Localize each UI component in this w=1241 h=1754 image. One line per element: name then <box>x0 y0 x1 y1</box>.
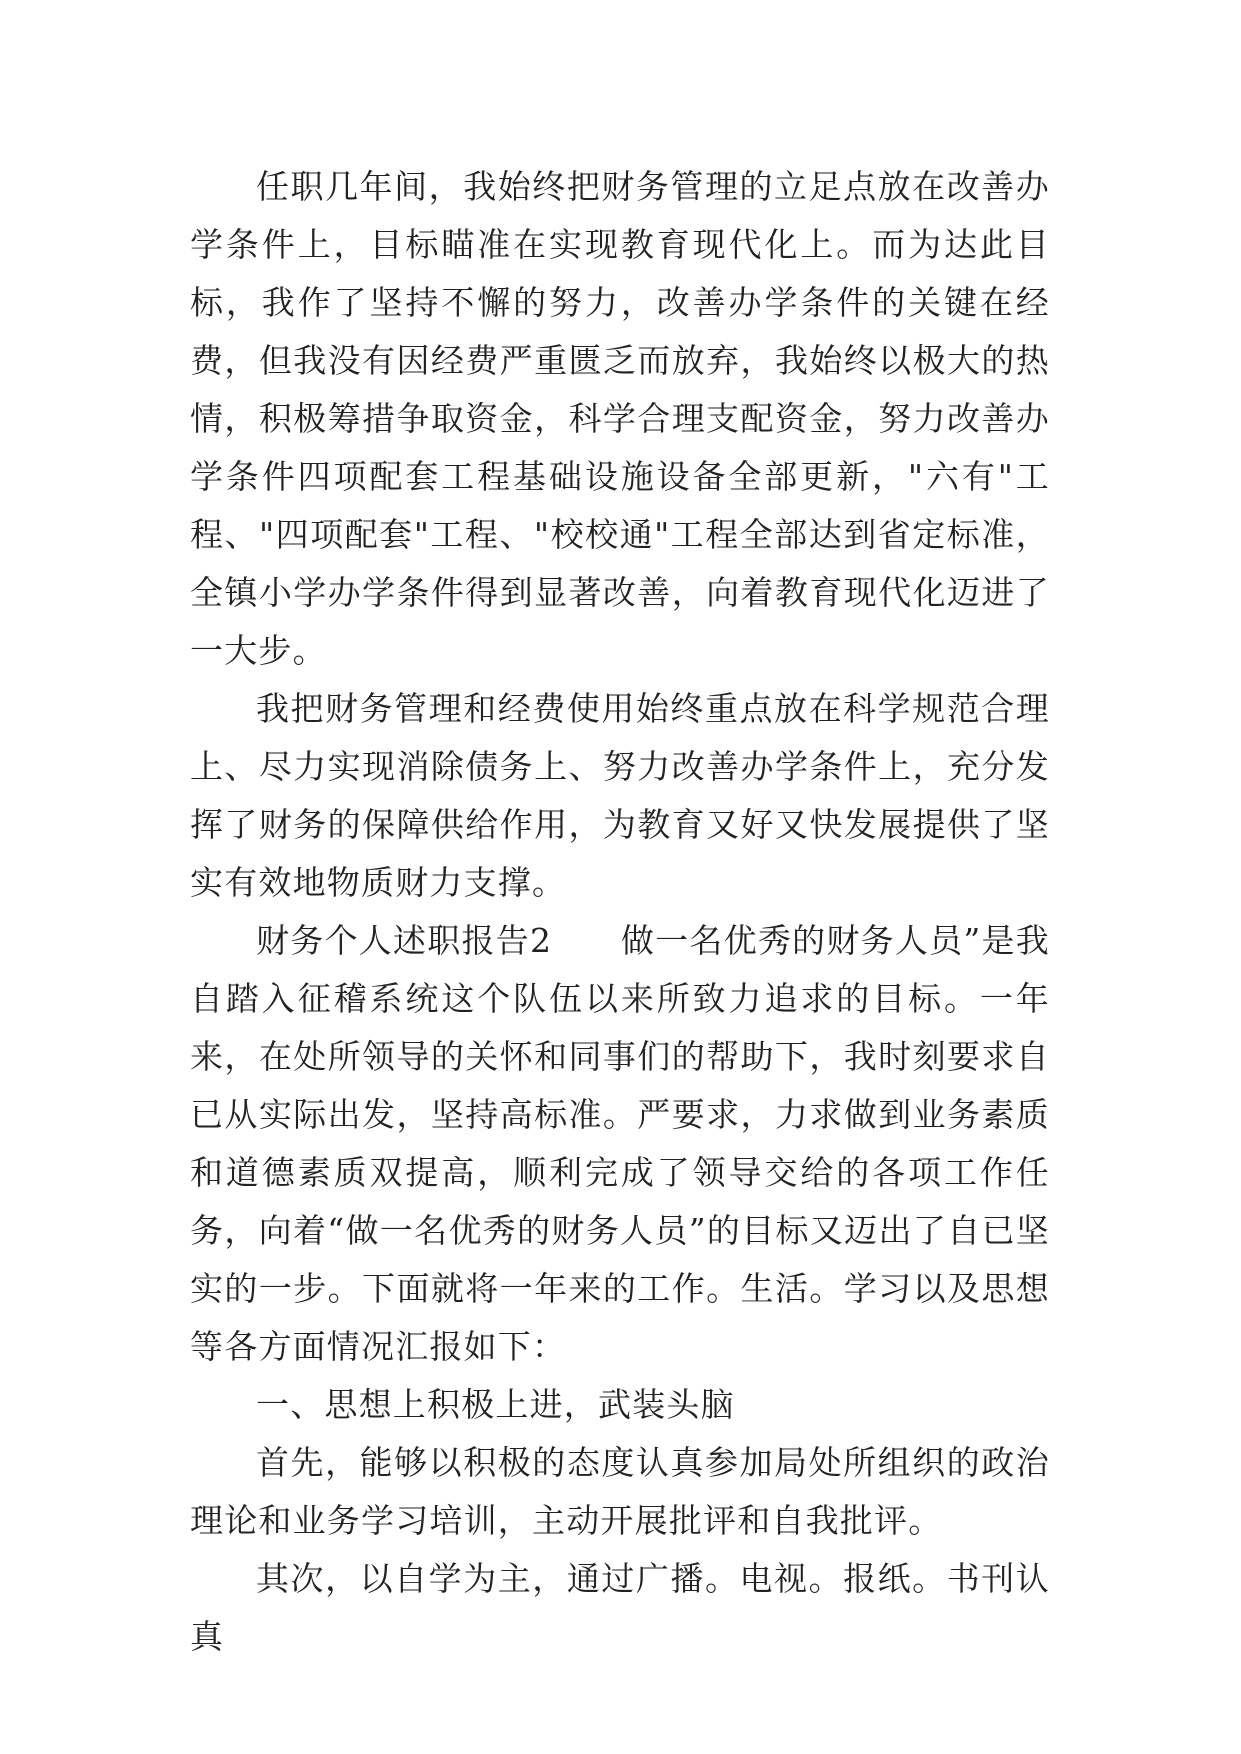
paragraph-5: 其次，以自学为主，通过广播。电视。报纸。书刊认真 <box>190 1559 1050 1656</box>
document-body <box>190 158 1050 1666</box>
paragraph-4: 首先，能够以积极的态度认真参加局处所组织的政治理论和业务学习培训，主动开展批评和自我批评。 <box>190 1443 1050 1540</box>
section-heading: 一、思想上积极上进，武装头脑 <box>256 1385 735 1424</box>
paragraph-2: 我把财务管理和经费使用始终重点放在科学规范合理上、尽力实现消除债务上、努力改善办学条件上，充分发挥了财务的保障供给作用，为教育又好又快发展提供了坚实有效地物质财力支撑。 <box>190 689 1050 902</box>
paragraph-3: 财务个人述职报告2 做一名优秀的财务人员”是我自踏入征稽系统这个队伍以来所致力追求的目标。一年来，在处所领导的关怀和同事们的帮助下，我时刻要求自已从实际出发，坚持高标准。严要求，力求做到业务素质和道德素质双提高，顺利完成了领导交给的各项工作任务，向着“做一名优秀的财务人员”的目标又迈出了自已坚实的一步。下面就将一年来的工作。生活。学习以及思想等各方面情况汇报如下： <box>190 921 1050 1366</box>
paragraph-1: 任职几年间，我始终把财务管理的立足点放在改善办学条件上，目标瞄准在实现教育现代化上。而为达此目标，我作了坚持不懈的努力，改善办学条件的关键在经费，但我没有因经费严重匮乏而放弃，我始终以极大的热情，积极筹措争取资金，科学合理支配资金，努力改善办学条件四项配套工程基础设施设备全部更新，"六有"工程、"四项配套"工程、"校校通"工程全部达到省定标准，全镇小学办学条件得到显著改善，向着教育现代化迈进了一大步。 <box>190 167 1050 670</box>
